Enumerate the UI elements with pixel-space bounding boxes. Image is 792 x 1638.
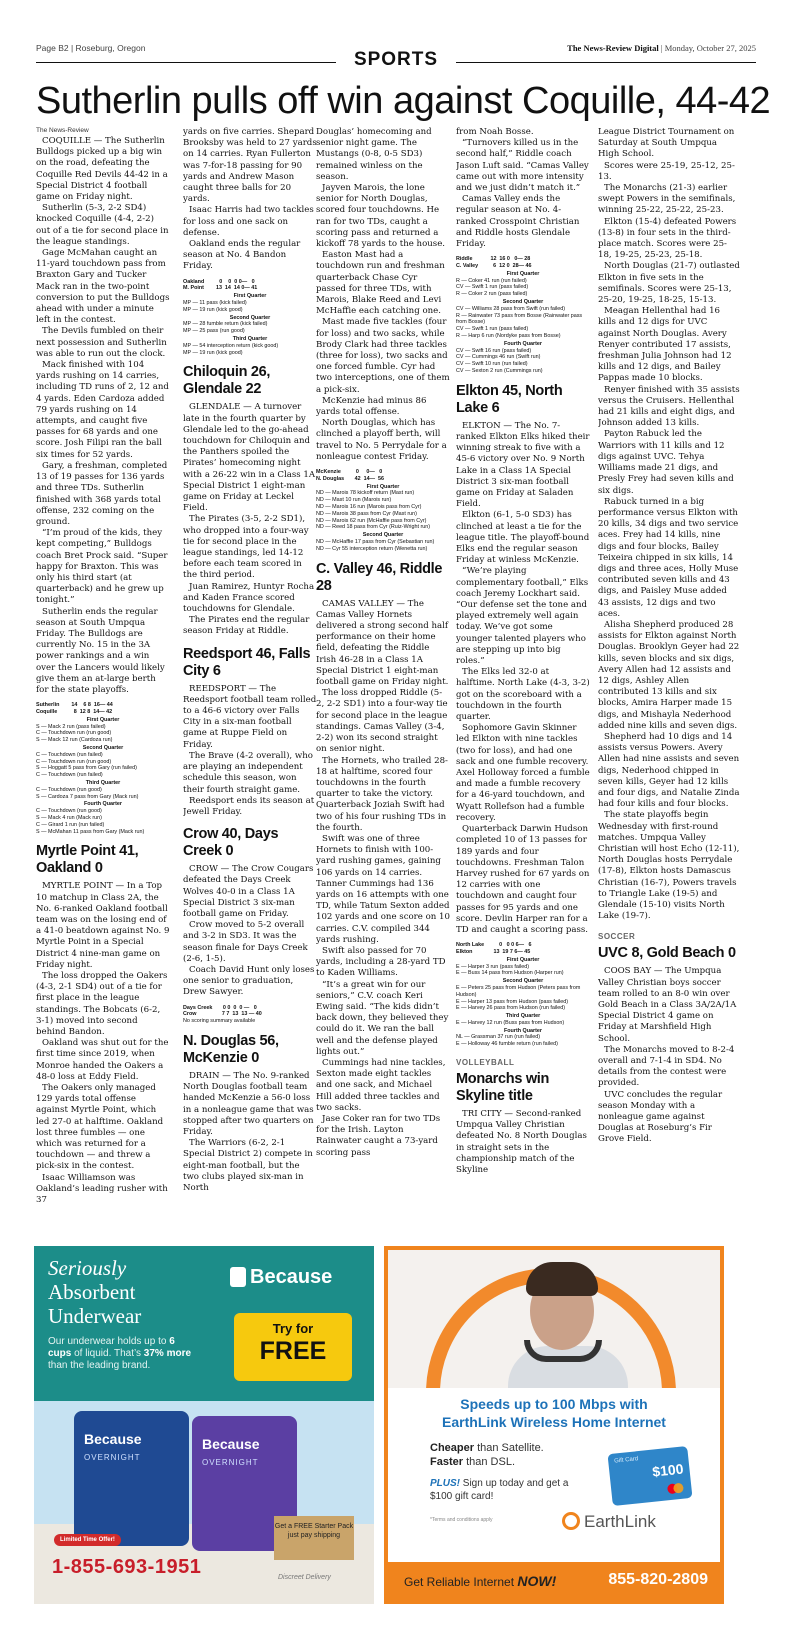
faster-label: Faster <box>430 1456 464 1468</box>
ad-headline-line3: Underwear <box>48 1304 142 1328</box>
byline: The News-Review <box>36 127 89 134</box>
paragraph: Meagan Hellenthal had 16 kills and 12 digs for UVC against North Douglas. Avery Renyer contributed 17 assists, freshman Julia Johnson had 12 kills and 12 digs, and Bailey Pappas made 10 blocks. <box>598 306 732 384</box>
story-sutherlin <box>36 136 170 696</box>
column-2 <box>183 127 317 1232</box>
quarter-label: Third Quarter <box>505 1013 541 1020</box>
boxscore-oakland <box>183 279 317 357</box>
paragraph: Quarterback Darwin Hudson completed 10 of 13 passes for 189 yards and four touchdowns. Freshman Talon Harvey rushed for 67 yards on 12 carries with one touchdown and caught four passes for 95 yards and one score. Devlin Harper ran for a TD and caught a scoring pass. <box>456 824 590 935</box>
scoring-play: ND — Marois 38 pass from Cyr (Mast run) <box>316 510 417 517</box>
quarter-label: First Quarter <box>233 293 267 300</box>
scoring-play: MP — 19 run (kick good) <box>183 306 243 313</box>
scoring-play: CV — Swift 10 run (run failed) <box>456 361 528 368</box>
paragraph: Mack finished with 104 yards rushing on 14 carries, including TD runs of 2, 12 and 4 yards. Eden Cardoza added 79 yards rushing on 14 attempts, and caught five passes for 68 yards and one score. Josh Filipi ran the ball six times for 52 yards. <box>36 360 169 460</box>
scoring-play: MP — 19 run (kick good) <box>183 349 243 356</box>
quarter-label: Second Quarter <box>82 744 124 751</box>
page-header <box>36 40 756 70</box>
ad-photo-man-laptop <box>388 1250 720 1388</box>
scoring-play: MP — 11 pass (kick failed) <box>183 300 247 307</box>
quarter-label: Third Quarter <box>85 779 121 786</box>
paragraph: North Douglas (21-7) outlasted Elkton in five sets in the semifinals. Scores were 25-13, 25-20, 19-25, 18-25, 15-13. <box>598 261 740 306</box>
try-label: Try for <box>272 1321 314 1336</box>
quarter-label: First Quarter <box>506 270 540 277</box>
paragraph: COOS BAY — The Umpqua Valley Christian boys soccer team rolled to an 8-0 win over Gold Beach in a Class 3A/2A/1A Special District 4 game on Friday at Marshfield High School. <box>598 966 737 1044</box>
boxscore-note: No scoring summary available <box>183 1018 256 1025</box>
paragraph: The state playoffs begin Wednesday with first-round matches. Umpqua Valley Christian will host Echo (12-11), North Douglas hosts Perrydale (17-8), Elkton hosts Damascus Christian (16-7), Powers travels to Triangle Lake (19-5) and Glendale (15-10) visits North Lake (19-7). <box>598 810 740 922</box>
scoring-play: ND — Reed 18 pass from Cyr (Ruiz-Wright run) <box>316 524 431 531</box>
scoring-play: E — Holloway 46 fumble return (run failed) <box>456 1041 558 1048</box>
column-5 <box>598 127 740 1232</box>
ad-because-underwear[interactable] <box>34 1246 374 1604</box>
scoring-play: ND — Marois 16 run (Marois pass from Cyr) <box>316 504 422 511</box>
boxscore-line: Sutherlin 14 6 8 16— 44 <box>36 702 113 709</box>
boxscore-mckenzie <box>316 469 450 553</box>
paragraph: The Monarchs (21-3) earlier swept Powers in the semifinals, winning 25-22, 25-22, 25-23. <box>598 183 736 216</box>
earthlink-logo <box>562 1512 656 1532</box>
scoring-play: C — Touchdown run (run good) <box>36 730 112 737</box>
boxscore-line: Coquille 8 12 8 14— 42 <box>36 708 113 715</box>
paragraph: Swift was one of three Hornets to finish with 100-yard rushing games, gaining 106 yards on 14 carries. Tanner Cummings had 136 yards on 16 attempts with one TD, while Tatum Sexton added 102 yards and one score on 10 carries. C.V. compiled 344 yards rushing. <box>316 833 450 945</box>
paragraph: Rabuck turned in a big performance versus Elkton with 20 kills, 34 digs and two service aces. Frey had 14 kills, nine digs and four blocks, Bailey Teixeira chipped in six kills, 14 digs and three aces, Holly Muse contributed seven kills and 43 digs, and Paisley Muse added 43 assists, 12 digs and two aces. <box>598 496 739 619</box>
paragraph: The Warriors (6-2, 2-1 Special District 2) compete in eight-man football, but the two clubs played six-man in North <box>183 1138 313 1193</box>
column-4 <box>456 127 590 1232</box>
cta-text <box>404 1573 556 1589</box>
because-logo-text: Because <box>250 1266 333 1288</box>
discreet-delivery-label: Discreet Delivery <box>278 1574 331 1581</box>
boxscore-riddle <box>456 256 590 375</box>
scoring-play: R — Coker 2 run (pass failed) <box>456 291 528 298</box>
quarter-label: Fourth Quarter <box>503 1027 543 1034</box>
scoring-play: CV — Sexton 2 run (Cummings run) <box>456 367 543 374</box>
starter-pack-box: Get a FREE Starter Pack just pay shipping <box>274 1516 354 1560</box>
ad-copy-part: of liquid. That’s <box>71 1348 144 1359</box>
cheaper-text: than Satellite. <box>474 1442 544 1454</box>
package-brand: Because <box>84 1431 142 1447</box>
free-label: FREE <box>259 1337 327 1365</box>
paragraph: “I’m proud of the kids, they kept competing,” Bulldogs coach Bret Prock said. “Super happy for Braxton. This was only his third start (at quarterback) and he grew up tonight.” <box>36 528 168 606</box>
scoring-play: MP — 54 interception return (kick good) <box>183 342 279 349</box>
quarter-label: Second Quarter <box>362 532 404 539</box>
subhead-myrtle-point: Myrtle Point 41, Oakland 0 <box>36 843 139 877</box>
paragraph: REEDSPORT — The Reedsport football team rolled to a 46-6 victory over Falls City in a six-man football game at Ruppe Field on Friday. <box>183 683 317 750</box>
paragraph: Scores were 25-19, 25-12, 25-13. <box>598 160 735 182</box>
paragraph: DRAIN — The No. 9-ranked North Douglas football team handed McKenzie a 56-0 loss in a nonleague game that was stopped after two quarters on Friday. <box>183 1070 314 1137</box>
paragraph: Sutherlin ends the regular season at South Umpqua Friday. The Bulldogs are currently No. 15 in the 3A power rankings and a win over the Lancers would likely give them an at-large berth for the state playoffs. <box>36 606 165 695</box>
scoring-play: NL — Grassman 37 run (run failed) <box>456 1034 540 1041</box>
paragraph: The Pirates (3-5, 2-2 SD1), who dropped into a four-way tie for second place in the league standings, led 14-12 before each team scored in the third period. <box>183 514 309 581</box>
main-headline: Sutherlin pulls off win against Coquille, 44-42 <box>36 80 771 122</box>
quarter-label: First Quarter <box>366 483 400 490</box>
gift-card-label: Gift Card <box>613 1456 639 1465</box>
scoring-play: S — Cardoza 7 pass from Gary (Mack run) <box>36 793 139 800</box>
subhead-camas-valley: C. Valley 46, Riddle 28 <box>316 560 443 594</box>
scoring-play: E — Harvey 26 pass from Hudson (run failed) <box>456 1005 566 1012</box>
speeds-line2: EarthLink Wireless Home Internet <box>442 1414 666 1430</box>
ad-speeds-headline <box>388 1395 720 1431</box>
cheaper-label: Cheaper <box>430 1442 475 1454</box>
article-columns <box>36 127 756 1232</box>
boxscore-line: Days Creek 0 0 0 0 — 0 <box>183 1004 257 1011</box>
paragraph: Oakland was shut out for the first time since 2019, when Monroe handed the Oakers a 48-0 loss at Eddy Field. <box>36 1038 169 1082</box>
quarter-label: Fourth Quarter <box>503 340 543 347</box>
paper-dateline <box>567 43 756 53</box>
paragraph: Mast made five tackles (four for loss) and two sacks, while Brody Clark had three tackles (three for loss), two sacks and one forced fumble. Cyr had two interceptions, one of them a pick-six. <box>316 317 450 395</box>
scoring-play: MP — 28 fumble return (kick failed) <box>183 321 268 328</box>
quarter-label: Third Quarter <box>232 336 268 343</box>
ad-headline-line2: Absorbent <box>48 1280 136 1304</box>
scoring-play: MP — 25 pass (run good) <box>183 328 245 335</box>
paragraph: Elkton (15-4) defeated Powers (13-8) in four sets in the third-place match. Scores were 25-18, 19-25, 25-23, 25-18. <box>598 216 737 261</box>
paragraph: League District Tournament on Saturday at South Umpqua High School. <box>598 127 735 160</box>
scoring-play: CV — Williams 28 pass from Swift (run failed) <box>456 305 566 312</box>
scoring-play: C — Touchdown (run failed) <box>36 751 103 758</box>
subhead-monarchs: Monarchs win Skyline title <box>456 1071 550 1105</box>
scoring-play: CV — Swift 16 run (pass failed) <box>456 347 532 354</box>
subhead-north-douglas: N. Douglas 56, McKenzie 0 <box>183 1032 279 1066</box>
scoring-play: R — Harp 6 run (Nordyke pass from Bosse) <box>456 333 561 339</box>
scoring-play: ND — McHaffie 17 pass from Cyr (Sebastian run) <box>316 539 435 546</box>
paragraph: The Brave (4-2 overall), who are playing an independent schedule this season, won their fourth straight game. <box>183 750 313 795</box>
paragraph: yards on five carries. Shepard Brooksby was held to 27 yards on 14 carries. Ryan Fullerton was 7-for-18 passing for 90 yards and Andrew Mason caught three balls for 20 yards. <box>183 127 317 205</box>
quarter-label: Second Quarter <box>502 299 544 306</box>
paragraph: CROW — The Crow Cougars defeated the Days Creek Wolves 40-0 in a Class 1A Special District 3 six-man football game on Friday. <box>183 864 314 919</box>
paragraph: Jayven Marois, the lone senior for North Douglas, scored four touchdowns. He ran for two TDs, caught a scoring pass and returned a kickoff 78 yards to the house. <box>316 183 446 250</box>
headphones-icon <box>524 1340 602 1362</box>
scoring-play: CV — Swift 1 run (pass failed) <box>456 326 529 333</box>
mastercard-icon <box>667 1483 684 1495</box>
product-package-protective <box>74 1411 189 1546</box>
package-label: OVERNIGHT <box>84 1453 141 1462</box>
cta-text-a: Get Reliable Internet <box>404 1575 518 1589</box>
subhead-uvc: UVC 8, Gold Beach 0 <box>598 945 736 962</box>
paragraph: MYRTLE POINT — In a Top 10 matchup in Class 2A, the No. 6-ranked Oakland football team was on the losing end of a 41-0 beatdown against No. 9 Myrtle Point in a Special District 4 nine-man game on Friday night. <box>36 881 170 970</box>
scoring-play: C — Touchdown run (run good) <box>36 758 112 765</box>
kicker-soccer: SOCCER <box>598 932 636 942</box>
ad-copy <box>48 1336 198 1372</box>
paper-name: The News-Review Digital <box>567 43 659 53</box>
paragraph: Jase Coker ran for two TDs for the Irish. Layton Rainwater caught a 73-yard scoring pass <box>316 1114 441 1158</box>
ad-plus-offer <box>430 1477 580 1503</box>
boxscore-line: Crow 7 7 13 13 — 40 <box>183 1011 262 1018</box>
boxscore-line: McKenzie 0 0— 0 <box>316 469 383 476</box>
ad-copy-part: than the leading brand. <box>48 1360 151 1371</box>
boxscore-line: Riddle 12 16 0 0— 28 <box>456 256 531 263</box>
subhead-reedsport: Reedsport 46, Falls City 6 <box>183 645 311 679</box>
paragraph: The loss dropped Riddle (5-2, 2-2 SD1) into a four-way tie for second place in the league standings. Camas Valley (3-4, 2-2) won its second straight on senior night. <box>316 688 448 755</box>
paragraph: Swift also passed for 70 yards, including a 28-yard TD to Kaden Williams. <box>316 945 446 979</box>
quarter-label: First Quarter <box>506 956 540 963</box>
scoring-play: C — Girard 1 run (run failed) <box>36 821 105 828</box>
boxscore-line: Elkton 13 19 7 6— 45 <box>456 948 531 955</box>
subhead-chiloquin: Chiloquin 26, Glendale 22 <box>183 364 271 398</box>
ad-copy-part: Our underwear holds up to <box>48 1336 170 1347</box>
paragraph: CAMAS VALLEY — The Camas Valley Hornets delivered a strong second half performance on their home field, defeating the Riddle Irish 46-28 in a Class 1A Special District 1 eight-man football game on Friday night. <box>316 598 449 688</box>
paragraph: Camas Valley ends the regular season at No. 4-ranked Crosspoint Christian and Riddle hosts Glendale Friday. <box>456 194 580 250</box>
scoring-play: S — Hoggatt 5 pass from Gary (run failed) <box>36 765 137 772</box>
gift-card-amount: $100 <box>651 1460 685 1480</box>
try-free-badge[interactable] <box>234 1313 352 1381</box>
scoring-play: S — McMahan 11 pass from Gary (Mack run) <box>36 828 145 835</box>
ad-copy-emph: 6 cups <box>48 1336 175 1359</box>
scoring-play: E — Buss 14 pass from Hudson (Harper run) <box>456 970 564 977</box>
scoring-play: E — Harvey 12 run (Buss pass from Hudson) <box>456 1019 565 1026</box>
paragraph: Gage McMahan caught an 11-yard touchdown pass from Braxton Gary and Tucker Mack ran in the two-point conversion to put the Bulldogs ahead with under a minute left in the contest. <box>36 248 170 326</box>
header-rule-right <box>456 62 756 63</box>
paragraph: Alisha Shepherd produced 28 assists for Elkton against North Douglas. Brooklyn Geyer had 22 kills, seven blocks and six digs, Avery Allen had 12 assists and 12 digs, Ashley Allen contributed 13 kills and six blocks, Amira Harper made 15 digs, and Mishayla Nederhood added nine kills and seven digs. <box>598 619 740 731</box>
paragraph: from Noah Bosse. <box>456 127 534 137</box>
cta-now: NOW! <box>517 1573 557 1589</box>
paragraph: Juan Ramirez, Huntyr Rocha and Kaden France scored touchdowns for Glendale. <box>183 581 315 615</box>
because-logo-icon <box>230 1267 246 1287</box>
scoring-play: CV — Cummings 46 run (Swift run) <box>456 354 541 361</box>
scoring-play: R — Rainwater 73 pass from Bosse (Rainwater pass from Bosse) <box>456 312 583 326</box>
ad-headline <box>48 1256 141 1328</box>
ad-cta-bar[interactable] <box>388 1562 720 1600</box>
page-date: | Monday, October 27, 2025 <box>660 43 756 53</box>
ad-headline-line1: Seriously <box>48 1256 127 1280</box>
scoring-play: ND — Cyr 55 interception return (Wenetta run) <box>316 545 428 552</box>
scoring-play: ND — Marois 62 run (McHaffie pass from Cyr) <box>316 517 427 524</box>
paragraph: Shepherd had 10 digs and 14 assists versus Powers. Avery Allen had nine assists and seven digs, Nederhood chipped in seven kills, Geyer had 12 kills and four digs, and Natalie Zinda had four kills and four blocks. <box>598 731 740 810</box>
paragraph: McKenzie had minus 86 yards total offense. <box>316 395 427 418</box>
paragraph: North Douglas, which has clinched a playoff berth, will travel to No. 5 Perrydale for a nonleague contest Friday. <box>316 418 447 462</box>
scoring-play: R — Coker 41 run (run failed) <box>456 277 527 284</box>
paragraph: UVC concludes the regular season Monday with a nonleague game against Douglas at Roseburg’s Fir Grove Field. <box>598 1089 723 1145</box>
subhead-crow: Crow 40, Days Creek 0 <box>183 826 279 860</box>
paragraph: TRI CITY — Second-ranked Umpqua Valley Christian defeated No. 8 North Douglas in straight sets in the championship match of the Skyline <box>456 1109 587 1176</box>
scoring-play: E — Harper 3 run (pass failed) <box>456 963 530 970</box>
ad-earthlink[interactable] <box>384 1246 724 1604</box>
paragraph: Isaac Harris had two tackles for loss and one sack on defense. <box>183 205 314 238</box>
paragraph: Elkton (6-1, 5-0 SD3) has clinched at least a tie for the league title. The playoff-bound Elks end the regular season Friday at winless McKenzie. <box>456 510 590 566</box>
scoring-play: E — Peters 25 pass from Hudson (Peters pass from Hudson) <box>456 984 581 998</box>
scoring-play: ND — Marois 78 kickoff return (Mast run) <box>316 490 415 497</box>
paragraph: “We’re playing complementary football,” Elks coach Jeremy Lockhart said. “Our defense set the tone and played extremely well again today. We’ve got some younger talented players who are stepping up into big roles.” <box>456 566 589 667</box>
column-3 <box>316 127 450 1232</box>
paragraph: The Pirates end the regular season Friday at Riddle. <box>183 615 310 637</box>
paragraph: The Monarchs moved to 8-2-4 overall and 7-1-4 in SD4. No details from the contest were provided. <box>598 1044 735 1089</box>
paragraph: Easton Mast had a touchdown run and freshman quarterback Chase Cyr passed for three TDs, with Marois, Blake Reed and Levi McHaffie each catching one. <box>316 250 445 317</box>
paragraph: The Elks led 32-0 at halftime. North Lake (4-3, 3-2) got on the scoreboard with a touchdown in the fourth quarter. <box>456 667 590 723</box>
quarter-label: Fourth Quarter <box>83 801 123 808</box>
paragraph: Reedsport ends its season at Jewell Friday. <box>183 795 315 817</box>
gift-card-icon <box>608 1446 693 1506</box>
plus-label: PLUS! <box>430 1478 460 1489</box>
paragraph: The Oakers only managed 129 yards total offense against Myrtle Point, which led 27-0 at halftime. Oakland lost three fumbles — one which was returned for a touchdown — and threw a pick-six in the contest. <box>36 1082 164 1172</box>
paragraph: “It’s a great win for our seniors,” C.V. coach Keri Ewing said. “The kids didn’t back down, they believed they could do it. We ran the ball well and the defense played lights out.” <box>316 979 449 1057</box>
scoring-play: C — Touchdown (run good) <box>36 786 102 793</box>
paragraph: Isaac Williamson was Oakland’s leading rusher with 37 <box>36 1172 168 1205</box>
earthlink-logo-icon <box>562 1512 580 1530</box>
package-label: OVERNIGHT <box>202 1458 259 1467</box>
column-1 <box>36 127 170 1232</box>
plus-text: Sign up today and get a $100 gift card! <box>430 1478 569 1502</box>
quarter-label: Second Quarter <box>229 314 271 321</box>
boxscore-line: C. Valley 6 12 0 28— 46 <box>456 263 532 270</box>
paragraph: Crow moved to 5-2 overall and 3-2 in SD3. It was the season finale for Days Creek (2-6, 1-5). <box>183 920 308 964</box>
boxscore-line: Oakland 0 0 0 0— 0 <box>183 278 255 285</box>
scoring-play: ND — Mast 10 run (Marois run) <box>316 497 392 504</box>
paragraph: Oakland ends the regular season at No. 4 Bandon Friday. <box>183 239 301 272</box>
paragraph: ELKTON — The No. 7-ranked Elkton Elks hiked their winning streak to five with a 45-6 victory over No. 9 North Lake in a Class 1A Special District 3 six-man football game on Friday at Saladen Field. <box>456 420 590 510</box>
because-logo <box>230 1266 332 1289</box>
paragraph: Coach David Hunt only loses one senior to graduation, Drew Sawyer. <box>183 964 315 998</box>
paragraph: Douglas’ homecoming and senior night game. The Mustangs (0-8, 0-5 SD3) remained winless on the season. <box>316 127 432 182</box>
cta-phone-number[interactable]: 855-820-2809 <box>608 1571 708 1588</box>
scoring-play: E — Harper 13 pass from Hudson (pass failed) <box>456 998 569 1005</box>
boxscore-elkton <box>456 942 590 1048</box>
ad-phone-number[interactable]: 1-855-693-1951 <box>52 1556 202 1578</box>
scoring-play: S — Mack 4 run (Mack run) <box>36 814 102 821</box>
scoring-play: C — Touchdown (run good) <box>36 808 102 815</box>
boxscore-crow <box>183 1005 317 1025</box>
paragraph: Payton Rabuck led the Warriors with 11 kills and 12 digs against UVC. Tehya Williams made 21 digs, and Presly Frey had seven kills and six digs. <box>598 429 734 496</box>
boxscore-line: North Lake 0 0 0 6— 6 <box>456 942 532 949</box>
faster-text: than DSL. <box>463 1456 516 1468</box>
kicker-volleyball: VOLLEYBALL <box>456 1058 515 1068</box>
paragraph: Cummings had nine tackles, Sexton made eight tackles and one sack, and Michael Hill added three tackles and two sacks. <box>316 1057 446 1113</box>
quarter-label: First Quarter <box>86 716 120 723</box>
scoring-play: C — Touchdown (run failed) <box>36 772 103 779</box>
boxscore-line: N. Douglas 42 14— 56 <box>316 475 385 482</box>
ad-copy-emph: 37% more <box>143 1348 192 1359</box>
ad-benefits <box>430 1441 544 1469</box>
boxscore-sutherlin <box>36 702 170 835</box>
package-brand: Because <box>202 1436 260 1452</box>
photo-hair <box>526 1262 598 1296</box>
earthlink-logo-text: EarthLink <box>584 1512 656 1531</box>
boxscore-line: M. Point 13 14 14 0— 41 <box>183 285 258 292</box>
subhead-elkton: Elkton 45, North Lake 6 <box>456 382 563 416</box>
paragraph: The Hornets, who trailed 28-18 at halftime, scored four touchdowns in the fourth quarter to take the victory. Quarterback Joziah Swift had two of his four rushing TDs in the fourth. <box>316 755 448 833</box>
paragraph: Gary, a freshman, completed 13 of 19 passes for 136 yards and three TDs. Sutherlin finished with 368 yards total offense, 232 coming on the ground. <box>36 460 168 527</box>
scoring-play: CV — Swift 1 run (pass failed) <box>456 284 529 291</box>
page-folio: Page B2 | Roseburg, Oregon <box>36 43 146 53</box>
paragraph: Sophomore Gavin Skinner led Elkton with nine tackles (two for loss), and had one sack and one fumble recovery. Axel Holloway forced a fumble and made a fumble recovery for a 46-yard touchdown, and Wyatt Rollefson had a fumble recovery. <box>456 723 590 823</box>
scoring-play: S — Mack 2 run (pass failed) <box>36 723 106 730</box>
limited-offer-badge: Limited Time Offer! <box>54 1534 121 1546</box>
ad-terms: *Terms and conditions apply <box>430 1517 493 1523</box>
section-title: SPORTS <box>353 49 439 70</box>
scoring-play: S — Mack 12 run (Cardoza run) <box>36 737 113 744</box>
paragraph: The Devils fumbled on their next possession and Sutherlin was able to run out the clock. <box>36 326 167 359</box>
paragraph: “Turnovers killed us in the second half,” Riddle coach Jason Luft said. “Camas Valley came out with more intensity and we just didn’t match it.” <box>456 138 589 194</box>
paragraph: Sutherlin (5-3, 2-2 SD4) knocked Coquille (4-4, 2-2) out of a tie for second place in the league standings. <box>36 203 169 247</box>
quarter-label: Second Quarter <box>502 978 544 985</box>
paragraph: COQUILLE — The Sutherlin Bulldogs picked up a big win on the road, defeating the Coquille Red Devils 44-42 in a Special District 4 football game on Friday night. <box>36 136 168 203</box>
paragraph: The loss dropped the Oakers (4-3, 2-1 SD4) out of a tie for first place in the league standings. The Bobcats (6-2, 3-1) moved into second behind Bandon. <box>36 970 168 1037</box>
speeds-line1: Speeds up to 100 Mbps with <box>460 1396 648 1412</box>
paragraph: Renyer finished with 35 assists versus the Cruisers. Hellenthal had 21 kills and eight digs, and Johnson added 13 kills. <box>598 384 740 429</box>
paragraph: GLENDALE — A turnover late in the fourth quarter by Glendale led to the go-ahead touchdown for Chiloquin and the Panthers spoiled the Pirates’ homecoming night with a 26-22 win in a Class 1A Special District 1 eight-man game on Friday at Leckel Field. <box>183 402 316 514</box>
